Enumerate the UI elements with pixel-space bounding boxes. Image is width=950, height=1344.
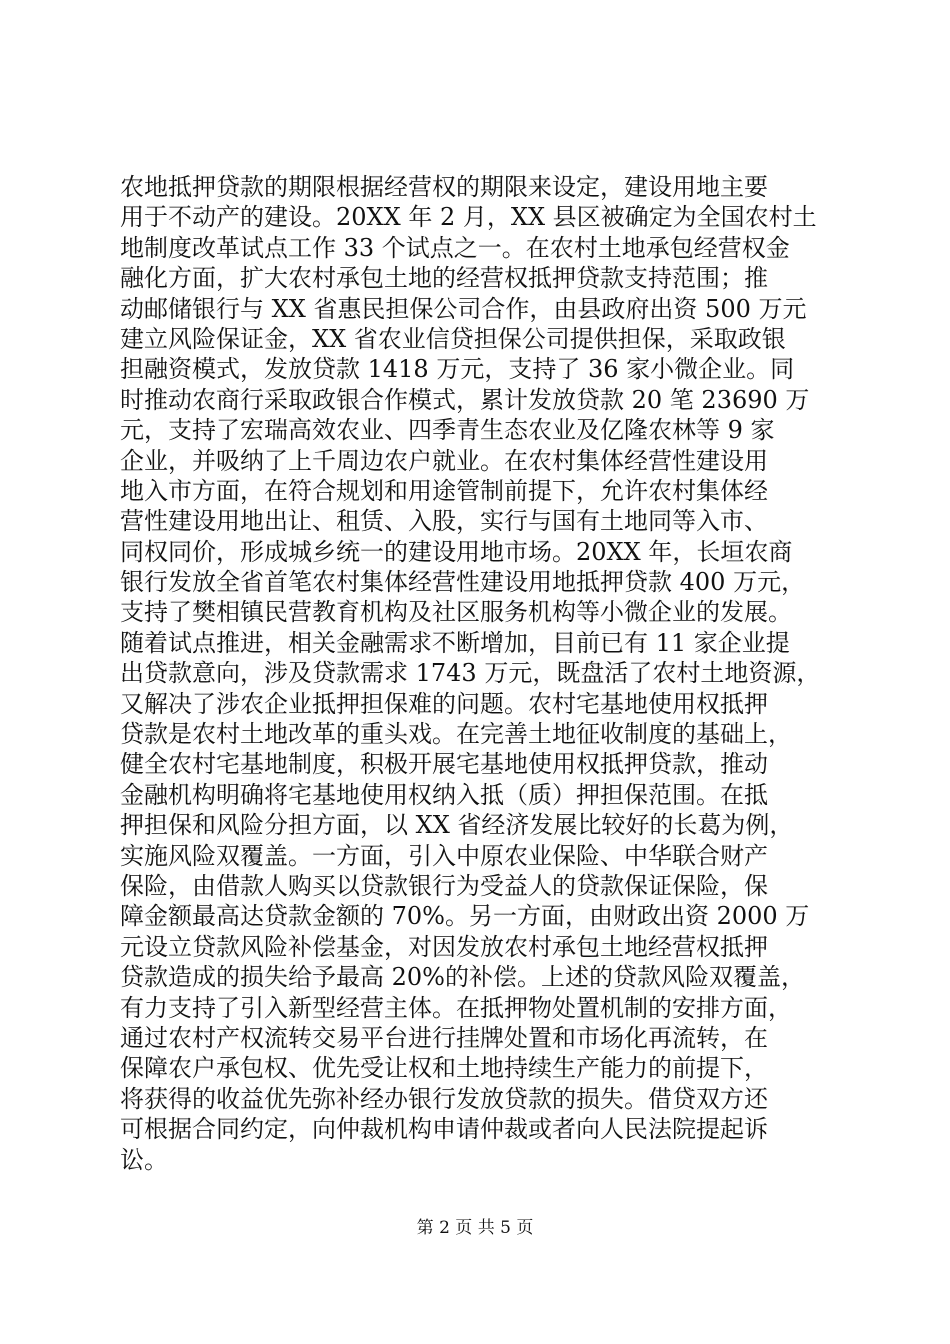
text-line-9: 元，支持了宏瑞高效农业、四季青生态农业及亿隆农林等 9 家 [120, 416, 775, 445]
text-line-18: 又解决了涉农企业抵押担保难的问题。农村宅基地使用权抵押 [120, 689, 768, 718]
text-line-8: 时推动农商行采取政银合作模式，累计发放贷款 20 笔 23690 万 [120, 385, 810, 414]
text-line-28: 有力支持了引入新型经营主体。在抵押物处置机制的安排方面， [120, 993, 792, 1022]
text-line-4: 融化方面，扩大农村承包土地的经营权抵押贷款支持范围；推 [120, 264, 768, 293]
text-line-14: 银行发放全省首笔农村集体经营性建设用地抵押贷款 400 万元， [120, 568, 806, 597]
text-line-32: 可根据合同约定，向仲裁机构申请仲裁或者向人民法院提起诉 [120, 1115, 768, 1144]
text-line-23: 实施风险双覆盖。一方面，引入中原农业保险、中华联合财产 [120, 841, 768, 870]
text-line-7: 担融资模式，发放贷款 1418 万元，支持了 36 家小微企业。同 [120, 355, 795, 384]
text-line-20: 健全农村宅基地制度，积极开展宅基地使用权抵押贷款，推动 [120, 750, 768, 779]
text-line-13: 同权同价，形成城乡统一的建设用地市场。20XX 年，长垣农商 [120, 537, 793, 566]
text-line-19: 贷款是农村土地改革的重头戏。在完善土地征收制度的基础上， [120, 720, 792, 749]
text-line-1: 农地抵押贷款的期限根据经营权的期限来设定，建设用地主要 [120, 173, 768, 201]
text-line-26: 元设立贷款风险补偿基金，对因发放农村承包土地经营权抵押 [120, 932, 768, 961]
text-line-29: 通过农村产权流转交易平台进行挂牌处置和市场化再流转，在 [120, 1023, 768, 1052]
text-line-22: 押担保和风险分担方面，以 XX 省经济发展比较好的长葛为例， [120, 811, 794, 840]
text-line-24: 保险，由借款人购买以贷款银行为受益人的贷款保证保险，保 [120, 871, 768, 900]
text-line-16: 随着试点推进，相关金融需求不断增加，目前已有 11 家企业提 [120, 628, 790, 657]
text-line-21: 金融机构明确将宅基地使用权纳入抵（质）押担保范围。在抵 [120, 780, 768, 809]
text-line-2: 用于不动产的建设。20XX 年 2 月，XX 县区被确定为全国农村土 [120, 203, 817, 232]
text-line-3: 地制度改革试点工作 33 个试点之一。在农村土地承包经营权金 [120, 233, 790, 262]
text-line-12: 营性建设用地出让、租赁、入股，实行与国有土地同等入市、 [120, 507, 768, 536]
text-line-11: 地入市方面，在符合规划和用途管制前提下，允许农村集体经 [120, 476, 768, 505]
body-paragraph [120, 172, 840, 1175]
text-line-33: 讼。 [120, 1145, 168, 1174]
text-line-25: 障金额最高达贷款金额的 70%。另一方面，由财政出资 2000 万 [120, 902, 810, 931]
text-line-31: 将获得的收益优先弥补经办银行发放贷款的损失。借贷双方还 [120, 1084, 768, 1113]
text-line-30: 保障农户承包权、优先受让权和土地持续生产能力的前提下， [120, 1054, 768, 1083]
text-line-27: 贷款造成的损失给予最高 20%的补偿。上述的贷款风险双覆盖， [120, 963, 805, 992]
text-line-15: 支持了樊相镇民营教育机构及社区服务机构等小微企业的发展。 [120, 598, 792, 627]
text-line-6: 建立风险保证金，XX 省农业信贷担保公司提供担保，采取政银 [120, 324, 786, 353]
text-line-5: 动邮储银行与 XX 省惠民担保公司合作，由县政府出资 500 万元 [120, 294, 807, 323]
page-number-footer: 第 2 页 共 5 页 [416, 1218, 534, 1238]
text-line-17: 出贷款意向，涉及贷款需求 1743 万元，既盘活了农村土地资源， [120, 659, 821, 688]
text-line-10: 企业，并吸纳了上千周边农户就业。在农村集体经营性建设用 [120, 446, 768, 475]
